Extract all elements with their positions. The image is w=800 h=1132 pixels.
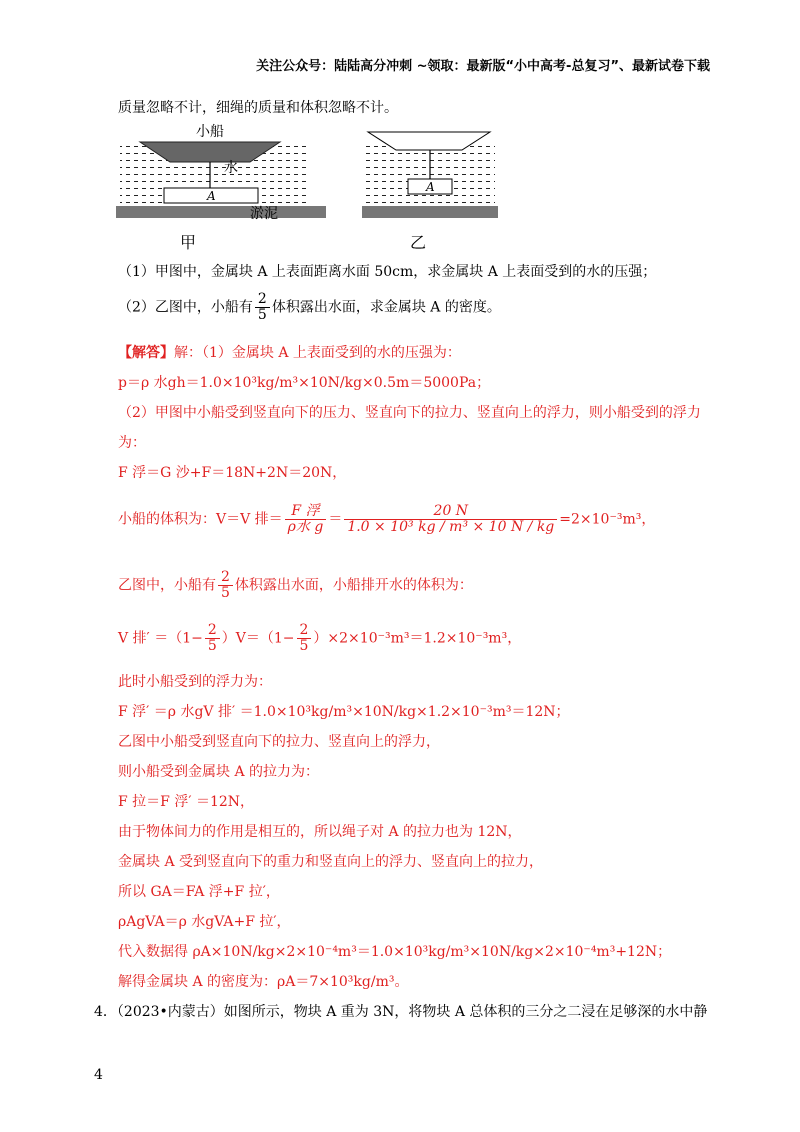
intro-text: 质量忽略不计，细绳的质量和体积忽略不计。 xyxy=(118,100,398,116)
mud xyxy=(116,206,326,218)
answer-line-5: F 浮＝G 沙+F＝18N+2N＝20N， xyxy=(118,465,347,481)
frac-num: 2 xyxy=(205,623,220,639)
caption-right: 乙 xyxy=(410,233,427,252)
frac-den: 5 xyxy=(299,638,309,654)
answer-tag: 【解答】 xyxy=(118,345,174,361)
q2-pre: （2）乙图中，小船有 xyxy=(118,299,253,316)
frac-num: 2 xyxy=(255,292,270,308)
frac-den: 5 xyxy=(221,585,230,601)
frac-den: 5 xyxy=(257,307,267,323)
frac2-den: 1.0 × 10³ kg / m³ × 10 N / kg xyxy=(347,519,555,535)
answer-line-9: 此时小船受到的浮力为： xyxy=(118,674,272,690)
l6-post: =2×10⁻³m³， xyxy=(559,511,656,528)
frac-num: 2 xyxy=(218,570,233,586)
l7-post: 体积露出水面，小船排开水的体积为： xyxy=(234,577,473,594)
answer-line-11: 乙图中小船受到竖直向下的拉力、竖直向上的浮力， xyxy=(118,734,440,750)
label-block-right: A xyxy=(426,180,435,194)
label-block-left: A xyxy=(207,189,216,203)
fraction-volume xyxy=(344,504,557,535)
fraction-two-fifths xyxy=(297,623,312,654)
page-number: 4 xyxy=(94,1067,103,1083)
fraction-two-fifths xyxy=(205,623,220,654)
frac1-num: F 浮 xyxy=(285,504,327,520)
figure-left xyxy=(116,124,326,252)
frac-num: 2 xyxy=(297,623,312,639)
answer-line-4: 为： xyxy=(118,435,146,451)
answer-line-15: 金属块 A 受到竖直向下的重力和竖直向上的浮力、竖直向上的拉力， xyxy=(118,854,544,870)
l6-pre: 小船的体积为：V＝V 排＝ xyxy=(118,511,283,528)
answer-line-18: 代入数据得 ρA×10N/kg×2×10⁻⁴m³＝1.0×10³kg/m³×10N/kg×2×10⁻⁴m³+12N； xyxy=(118,944,672,960)
question-4: 4．（2023•内蒙古）如图所示，物块 A 重为 3N，将物块 A 总体积的三分之二浸在足够深的水中静 xyxy=(94,1004,708,1020)
figure xyxy=(110,122,520,252)
answer-line-14: 由于物体间力的作用是相互的，所以绳子对 A 的拉力也为 12N， xyxy=(118,824,522,840)
frac2-num: 20 N xyxy=(344,504,557,520)
answer-line-17: ρAgVA＝ρ 水gVA+F 拉′， xyxy=(118,914,291,930)
answer-line-16: 所以 GA＝FA 浮+F 拉′， xyxy=(118,884,280,900)
answer-line-2: p＝ρ 水gh＝1.0×10³kg/m³×10N/kg×0.5m＝5000Pa； xyxy=(118,375,491,391)
fraction-two-fifths xyxy=(255,292,270,323)
label-boat: 小船 xyxy=(196,124,224,140)
frac1-den: ρ水 g xyxy=(287,519,324,535)
l6-eq: ＝ xyxy=(328,511,343,528)
answer-line-19: 解得金属块 A 的密度为：ρA＝7×10³kg/m³。 xyxy=(118,974,409,990)
q2-post: 体积露出水面，求金属块 A 的密度。 xyxy=(271,299,501,316)
answer-line-10: F 浮′ ＝ρ 水gV 排′ ＝1.0×10³kg/m³×10N/kg×1.2×10⁻³m³＝12N； xyxy=(118,704,570,720)
answer-line-8 xyxy=(118,623,521,654)
l8-c: ）×2×10⁻³m³＝1.2×10⁻³m³， xyxy=(313,630,522,647)
page-header: 关注公众号：陆陆高分冲刺 ~领取：最新版“小中高考-总复习”、最新试卷下载 xyxy=(256,59,710,74)
answer-line-1 xyxy=(118,343,461,363)
answer-text-1: 解：（1）金属块 A 上表面受到的水的压强为： xyxy=(174,345,461,361)
question-1: （1）甲图中，金属块 A 上表面距离水面 50cm，求金属块 A 上表面受到的水的压强； xyxy=(118,264,657,280)
figure-right xyxy=(362,132,498,252)
answer-line-3: （2）甲图中小船受到竖直向下的压力、竖直向下的拉力、竖直向上的浮力，则小船受到的浮力 xyxy=(118,405,701,421)
label-water: 水 xyxy=(224,160,238,176)
answer-line-12: 则小船受到金属块 A 的拉力为： xyxy=(118,764,320,780)
bottom-right xyxy=(362,206,498,218)
fraction-buoyancy xyxy=(285,504,327,535)
l8-b: ）V＝（1− xyxy=(221,630,295,647)
question-2 xyxy=(118,292,501,323)
caption-left: 甲 xyxy=(180,233,197,252)
fraction-two-fifths xyxy=(218,570,233,601)
label-mud: 淤泥 xyxy=(250,206,278,222)
answer-line-13: F 拉＝F 浮′ ＝12N， xyxy=(118,794,255,810)
l7-pre: 乙图中，小船有 xyxy=(118,577,216,594)
answer-line-6 xyxy=(118,504,655,535)
l8-a: V 排′ ＝（1− xyxy=(118,630,203,647)
frac-den: 5 xyxy=(207,638,217,654)
answer-line-7 xyxy=(118,570,473,601)
